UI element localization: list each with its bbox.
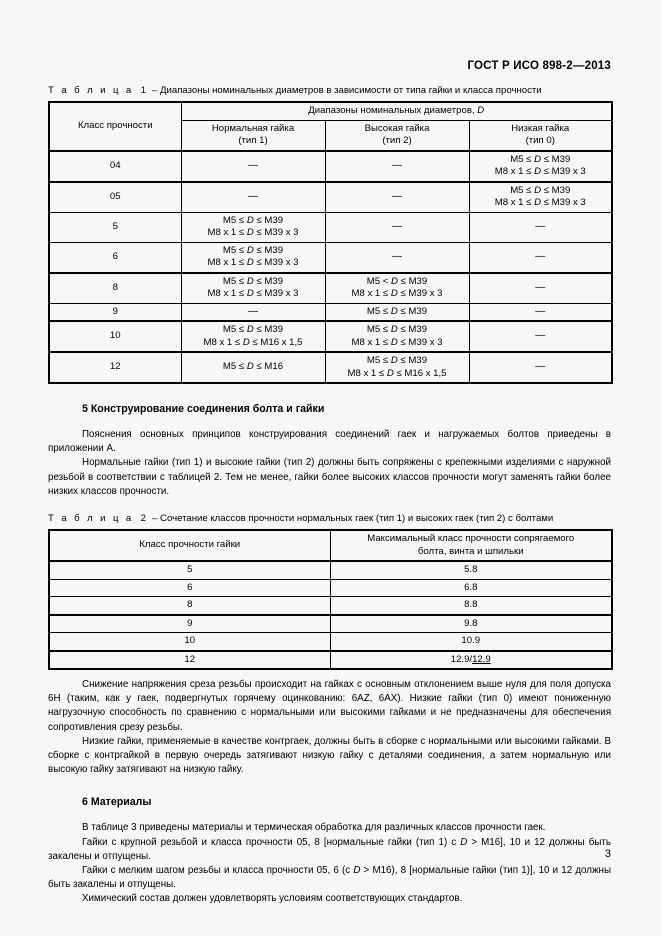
table1-cell-low-line-2: M8 x 1 ≤ D ≤ M39 x 3: [494, 166, 586, 177]
table1-cell-normal: [181, 242, 325, 273]
table1-cell-low-line-1: M5 ≤ D ≤ M39: [510, 184, 571, 196]
table1-cell-high: [325, 212, 469, 242]
table1-cell-low-line-1: —: [535, 305, 546, 317]
table2-cell-bolt-class: 6.8: [330, 579, 612, 597]
section-5-paragraph-1: Пояснения основных принципов конструирования соединений гаек и нагружаемых болтов приведены в приложении А.: [48, 429, 611, 455]
table1-header-low-line2: (тип 0): [525, 135, 555, 146]
table2-cell-bolt-class-underlined: 12.9: [472, 653, 491, 665]
table1-header-class: [49, 102, 181, 151]
table1-header-low: [469, 120, 612, 151]
table2-header-nut-class: Класс прочности гайки: [49, 530, 330, 561]
table1-cell-class: 10: [49, 321, 181, 352]
table1-cell-high: [325, 352, 469, 383]
table-row: [49, 651, 612, 670]
table2-caption: [48, 512, 611, 525]
table2-cell-bolt-class: 10.9: [330, 633, 612, 651]
table2-cell-bolt-class-plain: 12.9/: [450, 653, 473, 665]
table2-caption-number: 2: [140, 513, 147, 525]
section-6-paragraph-1: В таблице 3 приведены материалы и термическая обработка для различных классов прочности гаек.: [82, 822, 546, 834]
table1-cell-high-line-1: —: [392, 220, 402, 232]
table1-cell-high-line-1: —: [392, 190, 402, 202]
table1-caption-number: 1: [140, 85, 147, 96]
standard-header: ГОСТ Р ИСО 898-2—2013: [467, 60, 611, 72]
table1-cell-class: 05: [49, 182, 181, 213]
table1-cell-normal-line-1: —: [248, 190, 258, 202]
table2-caption-label: Т а б л и ц а: [48, 513, 134, 525]
table-row: [49, 615, 612, 633]
table1-cell-class: 9: [49, 303, 181, 321]
section-6-para2-part-a: Гайки с крупной резьбой и класса прочности 05, 8 [нормальные гайки (тип 1) с: [82, 836, 461, 848]
table1-cell-low: [469, 242, 612, 273]
table1-cell-low: [469, 303, 612, 321]
table1-cell-normal: [181, 321, 325, 352]
table1-header-group-label: Диапазоны номинальных диаметров,: [308, 105, 478, 116]
table1-cell-low: [469, 273, 612, 304]
after-table2-paragraph-1: Снижение напряжения среза резьбы происходит на гайках с основным отклонением выше нуля для поля допуска 6Н (таким, как у гаек, подвергнутых горячему оцинкованию: 6AZ, 6AX). Низкие гайки (тип 0) имеют пониженную нагрузочную способность по сравнению с нормальными или высокими гайками и не предназначены для обеспечения сопротивления срезу резьбы.: [48, 679, 611, 733]
table2-cell-bolt-class: 9.8: [330, 615, 612, 633]
table1-body: [49, 151, 612, 384]
table-row: [49, 579, 612, 597]
table1-cell-low-line-1: —: [535, 330, 546, 342]
table1-cell-normal: [181, 212, 325, 242]
table1-cell-low-line-1: —: [535, 281, 546, 293]
table1-cell-high-line-1: —: [392, 250, 402, 262]
table1-cell-normal-line-1: M5 ≤ D ≤ M39: [222, 324, 284, 335]
table1-caption-text: Диапазоны номинальных диаметров в зависимости от типа гайки и класса прочности: [160, 85, 542, 96]
table1-cell-high-line-1: M5 ≤ D ≤ M39: [366, 355, 428, 366]
table1-cell-class: 8: [49, 273, 181, 304]
table1-cell-low: [469, 212, 612, 242]
table2-caption-dash: –: [152, 513, 158, 525]
table1-cell-normal-line-2: M8 x 1 ≤ D ≤ M16 x 1,5: [203, 336, 303, 348]
section-6-paragraph-2: [48, 836, 611, 864]
table-row: [49, 212, 612, 242]
table2-cell-nut-class: 5: [49, 561, 330, 579]
table1-cell-high-line-1: —: [392, 159, 402, 171]
table1-cell-low-line-1: —: [535, 250, 546, 262]
table2-header-bolt-line2: болта, винта и шпильки: [417, 545, 524, 557]
page-number: 3: [604, 848, 611, 860]
table1-header-group: [181, 102, 612, 120]
table1-cell-low-line-1: —: [535, 361, 546, 373]
table-row: [49, 561, 612, 579]
after-table2-paragraph-2: Низкие гайки, применяемые в качестве контргаек, должны быть в сборке с нормальными или высокими гайками. В сборке с контргайкой в первую очередь затягивают низкую гайку с деталями соединения, а затем нормальную или высокую гайку затягивают на низкую гайку.: [48, 735, 611, 776]
table1-cell-normal-line-2: M8 x 1 ≤ D ≤ M39 x 3: [207, 227, 299, 238]
section-6-para3-part-b: > М16), 8 [нормальные гайки (тип 1)], 10 и 12 должны быть закалены и отпущены.: [48, 865, 611, 891]
table1-cell-low-line-2: M8 x 1 ≤ D ≤ M39 x 3: [494, 197, 586, 208]
table1-caption-dash: –: [152, 85, 158, 96]
table1-cell-normal: [181, 303, 325, 321]
table-row: [49, 242, 612, 273]
table1-caption: [48, 84, 611, 97]
table1-cell-low: [469, 151, 612, 182]
table2-header-bolt-line1: Максимальный класс прочности сопрягаемого: [367, 533, 575, 545]
table2-header-bolt-class: [330, 530, 612, 561]
section-6-para3-variable: D: [353, 865, 361, 877]
table1-cell-high-line-2: M8 x 1 ≤ D ≤ M39 x 3: [351, 336, 443, 348]
table1-cell-low-line-1: —: [535, 220, 546, 232]
table1-cell-normal-line-1: M5 ≤ D ≤ M39: [222, 214, 284, 226]
document-flow: [48, 84, 611, 907]
table2-caption-text: Сочетание классов прочности нормальных гаек (тип 1) и высоких гаек (тип 2) с болтами: [160, 513, 554, 525]
table1-header-normal: [181, 120, 325, 151]
table2-cell-nut-class: 9: [49, 615, 330, 633]
table2-header-row: [49, 530, 612, 561]
table1-cell-high-line-1: M5 ≤ D ≤ M39: [366, 324, 428, 335]
page-content: [48, 0, 611, 936]
table1-cell-normal: [181, 352, 325, 383]
table2-cell-nut-class: 8: [49, 597, 330, 615]
table1-cell-class: 04: [49, 151, 181, 182]
table1-cell-normal: [181, 273, 325, 304]
section-6-heading: 6 Материалы: [82, 796, 152, 809]
table2-cell-nut-class: 6: [49, 579, 330, 597]
table1-cell-low: [469, 182, 612, 213]
table1-cell-low-line-1: M5 ≤ D ≤ M39: [510, 153, 571, 165]
table1-header-normal-line2: (тип 1): [238, 135, 268, 146]
table-row: [49, 321, 612, 352]
table1-cell-normal-line-2: M8 x 1 ≤ D ≤ M39 x 3: [207, 288, 299, 299]
table2-cell-nut-class: 12: [49, 651, 330, 670]
section-6-paragraph-4: Химический состав должен удовлетворять условиям соответствующих стандартов.: [82, 893, 463, 905]
table1-cell-normal: [181, 151, 325, 182]
section-6-paragraph-3: [48, 864, 611, 892]
table1-header-group-var: D: [477, 105, 485, 116]
table-row: [49, 597, 612, 615]
table-row: [49, 182, 612, 213]
table1-caption-label: Т а б л и ц а: [48, 85, 134, 96]
table1-cell-class: 12: [49, 352, 181, 383]
table-row: [49, 303, 612, 321]
table1-cell-low: [469, 321, 612, 352]
table2-cell-bolt-class: 8.8: [330, 597, 612, 615]
table1-cell-normal-line-1: M5 ≤ D ≤ M16: [222, 361, 284, 373]
table-row: [49, 352, 612, 383]
table1-cell-normal-line-1: —: [248, 159, 258, 171]
table1-cell-normal-line-1: M5 ≤ D ≤ M39: [222, 244, 284, 256]
section-6-para2-part-b: > М16], 10 и 12 должны быть закалены и отпущены.: [48, 836, 612, 862]
table1-cell-class: 6: [49, 242, 181, 273]
table1-cell-normal-line-2: M8 x 1 ≤ D ≤ M39 x 3: [207, 257, 299, 268]
table2-body: [49, 561, 612, 669]
table-row: [49, 273, 612, 304]
table1-cell-class: 5: [49, 212, 181, 242]
section-5-paragraph-2: Нормальные гайки (тип 1) и высокие гайки (тип 2) должны быть сопряжены с крепежными изделиями с наружной резьбой в соответствии с таблицей 2. Тем не менее, гайки более высоких классов прочности могут заменять гайки более низких классов прочности.: [48, 457, 611, 497]
section-6-para3-part-a: Гайки с мелким шагом резьбы и класса прочности 05, 6 (с: [82, 865, 354, 877]
table1-header-high: [325, 120, 469, 151]
table1-cell-high-line-1: M5 < D ≤ M39: [366, 275, 428, 287]
table1-header-high-line2: (тип 2): [382, 135, 412, 146]
table1-cell-normal-line-1: —: [248, 305, 258, 317]
table-nut-bolt-class-combinations: [48, 529, 613, 670]
table1-header-normal-line1: Нормальная гайка: [211, 122, 295, 134]
table2-cell-nut-class: 10: [49, 633, 330, 651]
table1-header-low-line1: Низкая гайка: [511, 122, 570, 134]
table1-cell-high-line-2: M8 x 1 ≤ D ≤ M39 x 3: [351, 288, 443, 299]
table1-header-high-line1: Высокая гайка: [364, 122, 430, 134]
table1-cell-low: [469, 352, 612, 383]
table-nominal-diameter-ranges: [48, 101, 613, 384]
table2-cell-bolt-class: [330, 651, 612, 670]
section-6-para2-variable: D: [460, 836, 468, 848]
table1-cell-normal: [181, 182, 325, 213]
table1-cell-high: [325, 303, 469, 321]
section-5-heading: 5 Конструирование соединения болта и гайки: [82, 403, 325, 415]
table1-cell-high: [325, 273, 469, 304]
table1-cell-high-line-2: M8 x 1 ≤ D ≤ M16 x 1,5: [347, 367, 447, 379]
table2-cell-bolt-class: 5.8: [330, 561, 612, 579]
table1-cell-high: [325, 242, 469, 273]
table1-header-row-1: [49, 102, 612, 120]
table1-header-class-label: Класс прочности: [77, 120, 153, 131]
table1-cell-high-line-1: M5 ≤ D ≤ M39: [366, 305, 428, 317]
table1-cell-high: [325, 151, 469, 182]
table1-cell-high: [325, 321, 469, 352]
table1-cell-normal-line-1: M5 ≤ D ≤ M39: [222, 275, 284, 287]
table-row: [49, 633, 612, 651]
table-row: [49, 151, 612, 182]
table1-cell-high: [325, 182, 469, 213]
